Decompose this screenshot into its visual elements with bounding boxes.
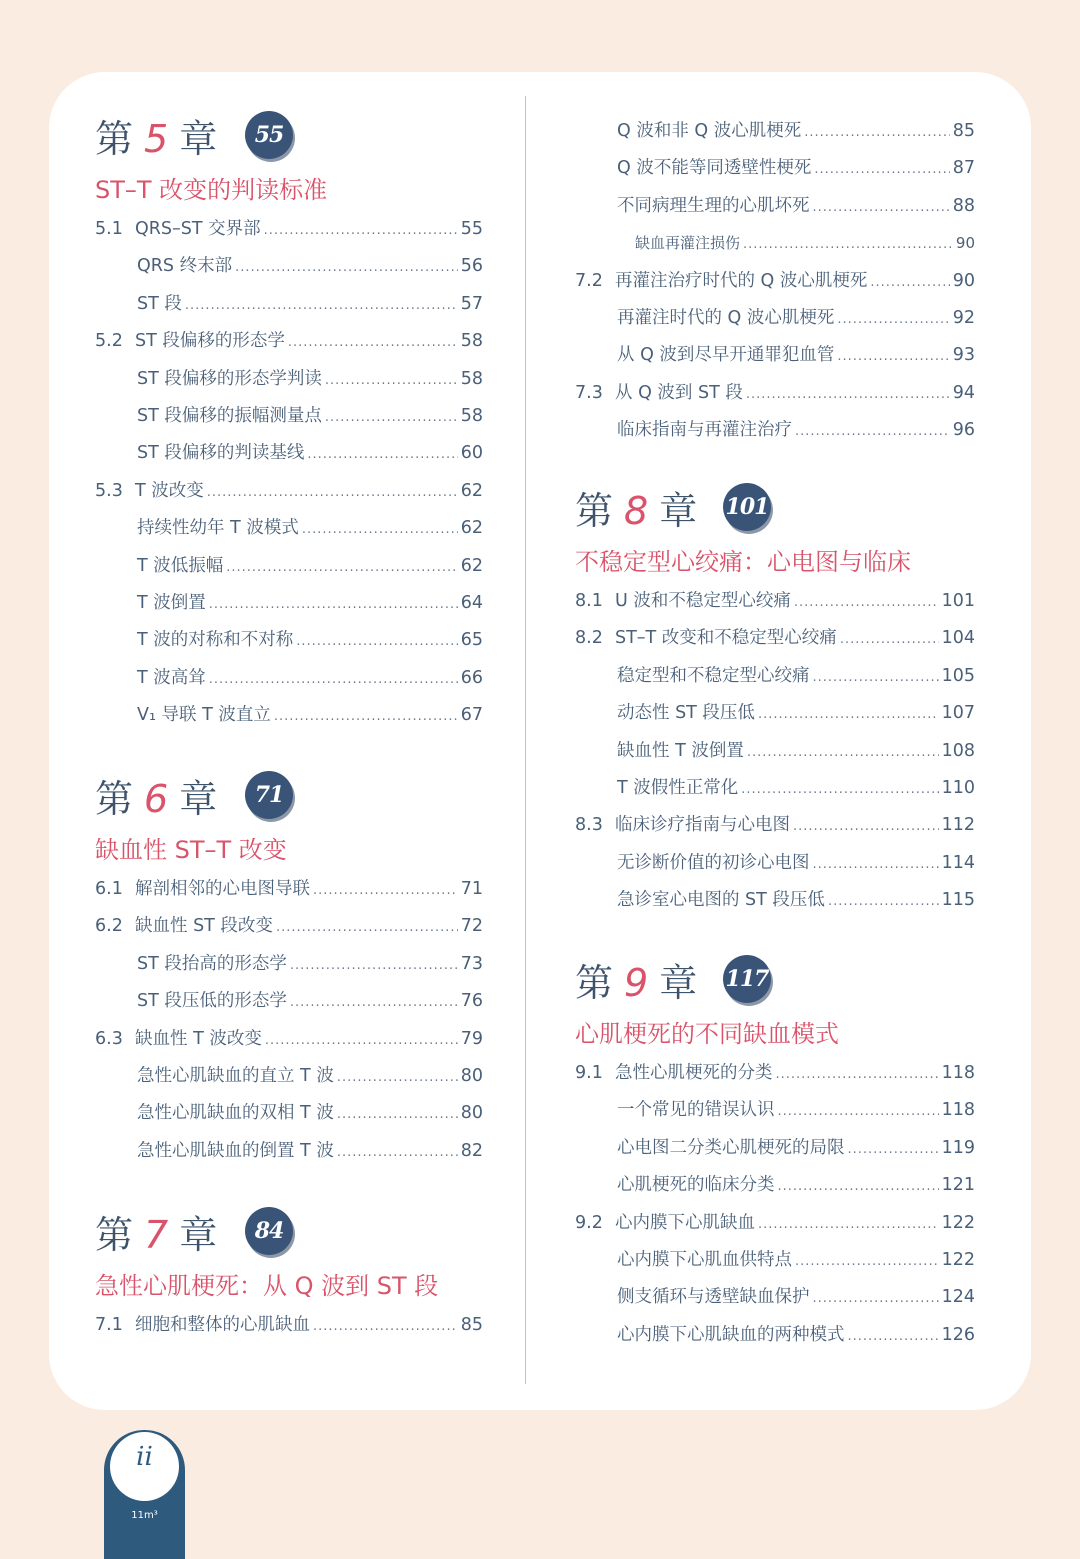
dot-leader bbox=[746, 386, 950, 404]
entry-page-number: 58 bbox=[460, 406, 483, 426]
chapter-label bbox=[575, 488, 698, 534]
toc-entry[interactable] bbox=[575, 112, 975, 142]
toc-entry[interactable] bbox=[575, 881, 975, 911]
dot-leader bbox=[337, 1106, 458, 1124]
chapter-word-suffix: 章 bbox=[179, 1213, 219, 1257]
entry-page-number: 80 bbox=[460, 1103, 483, 1124]
toc-entry[interactable] bbox=[95, 584, 483, 614]
toc-entry[interactable] bbox=[575, 411, 975, 441]
chapter-page-badge[interactable]: 55 bbox=[245, 111, 293, 159]
dot-leader bbox=[813, 669, 939, 687]
dot-leader bbox=[743, 236, 953, 254]
section-number: 8.2 bbox=[575, 628, 603, 649]
dot-leader bbox=[337, 1144, 458, 1162]
entry-page-number: 105 bbox=[941, 665, 975, 686]
toc-entry[interactable] bbox=[95, 1057, 483, 1087]
entry-page-number: 126 bbox=[941, 1324, 975, 1345]
entry-label: 从 Q 波到尽早开通罪犯血管 bbox=[617, 345, 835, 366]
entry-label: 临床诊疗指南与心电图 bbox=[615, 815, 790, 836]
entry-label: Q 波和非 Q 波心肌梗死 bbox=[617, 121, 802, 141]
section-number: 6.3 bbox=[95, 1028, 123, 1049]
entry-page-number: 82 bbox=[460, 1140, 483, 1161]
chapter-label bbox=[95, 1212, 218, 1258]
entry-label: Q 波不能等同透壁性梗死 bbox=[617, 158, 812, 179]
entry-page-number: 71 bbox=[460, 879, 483, 899]
toc-entry[interactable] bbox=[575, 374, 975, 404]
dot-leader bbox=[828, 893, 939, 911]
toc-entry[interactable] bbox=[575, 1129, 975, 1159]
entry-page-number: 92 bbox=[952, 308, 975, 328]
entry-page-number: 124 bbox=[941, 1287, 975, 1308]
dot-leader bbox=[793, 818, 939, 836]
chapter-word: 第 bbox=[575, 961, 615, 1005]
entry-page-number: 79 bbox=[460, 1028, 483, 1049]
toc-entry[interactable] bbox=[575, 1278, 975, 1308]
chapter-heading bbox=[95, 776, 483, 826]
entry-page-number: 85 bbox=[952, 121, 975, 141]
dot-leader bbox=[804, 124, 949, 142]
entry-page-number: 119 bbox=[941, 1137, 975, 1158]
toc-entry[interactable] bbox=[575, 1241, 975, 1271]
entry-page-number: 93 bbox=[952, 345, 975, 366]
entry-page-number: 115 bbox=[941, 890, 975, 911]
dot-leader bbox=[813, 199, 950, 217]
chapter-block bbox=[95, 116, 483, 726]
entry-label: T 波低振幅 bbox=[137, 555, 224, 576]
entry-label: 动态性 ST 段压低 bbox=[617, 703, 755, 724]
entry-label: 急诊室心电图的 ST 段压低 bbox=[617, 890, 825, 911]
section-number: 9.2 bbox=[575, 1212, 603, 1233]
dot-leader bbox=[235, 259, 458, 277]
dot-leader bbox=[837, 348, 949, 366]
toc-entry[interactable] bbox=[575, 806, 975, 836]
entry-page-number: 122 bbox=[941, 1212, 975, 1233]
chapter-page-badge[interactable]: 71 bbox=[245, 771, 293, 819]
dot-leader bbox=[209, 671, 458, 689]
entry-page-number: 72 bbox=[460, 916, 483, 937]
dot-leader bbox=[778, 1103, 939, 1121]
dot-leader bbox=[209, 596, 458, 614]
chapter-word: 第 bbox=[95, 1213, 135, 1257]
entry-page-number: 87 bbox=[952, 158, 975, 179]
toc-entry[interactable] bbox=[95, 1306, 483, 1336]
entry-page-number: 85 bbox=[460, 1315, 483, 1335]
dot-leader bbox=[185, 297, 458, 315]
chapter-title[interactable]: 缺血性 ST–T 改变 bbox=[95, 836, 287, 864]
chapter-block bbox=[95, 776, 483, 1161]
entry-label: ST 段抬高的形态学 bbox=[137, 953, 287, 974]
dot-leader bbox=[307, 446, 457, 464]
entry-page-number: 66 bbox=[460, 667, 483, 688]
entry-label: 急性心肌缺血的双相 T 波 bbox=[137, 1103, 334, 1124]
entry-label: T 波假性正常化 bbox=[617, 778, 739, 798]
section-number: 7.2 bbox=[575, 270, 603, 291]
entry-page-number: 104 bbox=[941, 628, 975, 649]
entry-label: 解剖相邻的心电图导联 bbox=[135, 879, 310, 899]
section-number: 7.1 bbox=[95, 1315, 123, 1335]
toc-entry[interactable] bbox=[95, 322, 483, 352]
dot-leader bbox=[814, 161, 949, 179]
dot-leader bbox=[325, 409, 458, 427]
chapter-number: 9 bbox=[624, 961, 650, 1005]
dot-leader bbox=[313, 1318, 458, 1336]
chapter-block bbox=[575, 488, 975, 911]
toc-entry[interactable] bbox=[575, 582, 975, 612]
chapter-title[interactable]: 不稳定型心绞痛：心电图与临床 bbox=[575, 548, 911, 576]
toc-entry[interactable] bbox=[95, 472, 483, 502]
dot-leader bbox=[758, 706, 939, 724]
entry-label: ST 段压低的形态学 bbox=[137, 991, 287, 1012]
dot-leader bbox=[795, 423, 950, 441]
section-number: 5.3 bbox=[95, 480, 123, 501]
dot-leader bbox=[795, 1253, 939, 1271]
toc-entry[interactable] bbox=[95, 397, 483, 427]
toc-entry[interactable] bbox=[575, 224, 975, 254]
toc-entry[interactable] bbox=[95, 907, 483, 937]
chapter-heading bbox=[95, 1212, 483, 1262]
entry-label: QRS 终末部 bbox=[137, 256, 233, 277]
entry-page-number: 62 bbox=[460, 518, 483, 539]
entry-label: ST 段偏移的形态学判读 bbox=[137, 368, 322, 389]
chapter-label bbox=[95, 776, 218, 822]
entry-label: ST 段偏移的判读基线 bbox=[137, 443, 305, 464]
chapter-block bbox=[575, 960, 975, 1345]
chapter-word: 第 bbox=[95, 117, 135, 161]
chapter-word: 第 bbox=[575, 489, 615, 533]
entry-page-number: 88 bbox=[952, 195, 975, 216]
entry-label: 急性心肌梗死的分类 bbox=[615, 1063, 773, 1083]
entry-label: ST 段 bbox=[137, 293, 182, 314]
dot-leader bbox=[747, 744, 939, 762]
entry-label: V₁ 导联 T 波直立 bbox=[137, 705, 271, 726]
entry-label: 心内膜下心肌缺血的两种模式 bbox=[617, 1324, 845, 1345]
page-number-tab bbox=[104, 1430, 185, 1559]
chapter-title[interactable]: 心肌梗死的不同缺血模式 bbox=[575, 1020, 839, 1048]
entry-page-number: 62 bbox=[460, 555, 483, 576]
entry-label: 缺血性 T 波改变 bbox=[135, 1028, 262, 1049]
entry-label: 稳定型和不稳定型心绞痛 bbox=[617, 665, 810, 686]
toc-entry[interactable] bbox=[95, 360, 483, 390]
toc-entry[interactable] bbox=[95, 621, 483, 651]
entry-page-number: 58 bbox=[460, 331, 483, 352]
section-number: 6.2 bbox=[95, 916, 123, 937]
dot-leader bbox=[276, 919, 458, 937]
dot-leader bbox=[313, 882, 458, 900]
toc-entry[interactable] bbox=[95, 1132, 483, 1162]
entry-page-number: 76 bbox=[460, 991, 483, 1012]
toc-entry[interactable] bbox=[575, 732, 975, 762]
entry-page-number: 101 bbox=[941, 591, 975, 611]
entry-label: 再灌注时代的 Q 波心肌梗死 bbox=[617, 308, 835, 328]
dot-leader bbox=[848, 1141, 939, 1159]
toc-entry[interactable] bbox=[575, 844, 975, 874]
toc-entry[interactable] bbox=[95, 434, 483, 464]
entry-label: 缺血性 T 波倒置 bbox=[617, 740, 744, 761]
dot-leader bbox=[290, 957, 458, 975]
chapter-page-badge[interactable]: 84 bbox=[245, 1207, 293, 1255]
entry-label: T 波改变 bbox=[135, 480, 204, 501]
entry-label: 心内膜下心肌缺血 bbox=[615, 1212, 755, 1233]
toc-entry[interactable] bbox=[575, 299, 975, 329]
entry-label: 心肌梗死的临床分类 bbox=[617, 1175, 775, 1196]
chapter-label bbox=[95, 116, 218, 162]
toc-entry[interactable] bbox=[95, 982, 483, 1012]
entry-page-number: 118 bbox=[941, 1100, 975, 1121]
entry-page-number: 80 bbox=[460, 1066, 483, 1086]
entry-label: 从 Q 波到 ST 段 bbox=[615, 382, 743, 403]
entry-label: 急性心肌缺血的倒置 T 波 bbox=[137, 1140, 334, 1161]
dot-leader bbox=[778, 1178, 939, 1196]
dot-leader bbox=[226, 559, 457, 577]
entry-page-number: 94 bbox=[952, 382, 975, 403]
entry-page-number: 67 bbox=[460, 705, 483, 726]
chapter-label bbox=[575, 960, 698, 1006]
chapter-heading bbox=[95, 116, 483, 166]
entry-label: 持续性幼年 T 波模式 bbox=[137, 518, 299, 539]
entry-label: U 波和不稳定型心绞痛 bbox=[615, 591, 791, 611]
chapter-word-suffix: 章 bbox=[659, 961, 699, 1005]
toc-entry[interactable] bbox=[575, 694, 975, 724]
toc-entry[interactable] bbox=[575, 1204, 975, 1234]
toc-entry[interactable] bbox=[95, 210, 483, 240]
chapter-word-suffix: 章 bbox=[179, 117, 219, 161]
entry-page-number: 114 bbox=[941, 852, 975, 873]
chapter-number: 8 bbox=[624, 489, 650, 533]
entry-page-number: 58 bbox=[460, 368, 483, 389]
dot-leader bbox=[290, 994, 458, 1012]
entry-page-number: 73 bbox=[460, 953, 483, 974]
toc-entry[interactable] bbox=[575, 619, 975, 649]
entry-label: 急性心肌缺血的直立 T 波 bbox=[137, 1066, 334, 1086]
entry-label: 缺血再灌注损伤 bbox=[635, 234, 741, 253]
entry-page-number: 121 bbox=[941, 1175, 975, 1196]
publisher-mark: 11m³ bbox=[131, 1510, 158, 1521]
chapter-word-suffix: 章 bbox=[659, 489, 699, 533]
entry-page-number: 108 bbox=[941, 740, 975, 761]
toc-entry[interactable] bbox=[575, 1054, 975, 1084]
chapter-word-suffix: 章 bbox=[179, 777, 219, 821]
chapter-title[interactable]: 急性心肌梗死：从 Q 波到 ST 段 bbox=[95, 1272, 439, 1300]
toc-entry[interactable] bbox=[95, 870, 483, 900]
dot-leader bbox=[813, 1290, 939, 1308]
entry-page-number: 96 bbox=[952, 420, 975, 441]
dot-leader bbox=[325, 372, 458, 390]
toc-entry[interactable] bbox=[95, 285, 483, 315]
toc-entry[interactable] bbox=[95, 945, 483, 975]
chapter-number: 5 bbox=[144, 117, 170, 161]
section-number: 6.1 bbox=[95, 879, 123, 899]
entry-label: T 波高耸 bbox=[137, 667, 206, 688]
entry-page-number: 65 bbox=[460, 630, 483, 651]
entry-label: QRS–ST 交界部 bbox=[135, 219, 261, 239]
toc-entry[interactable] bbox=[95, 547, 483, 577]
entry-page-number: 122 bbox=[941, 1250, 975, 1270]
entry-label: 缺血性 ST 段改变 bbox=[135, 916, 273, 937]
chapter-title[interactable]: ST–T 改变的判读标准 bbox=[95, 176, 328, 204]
dot-leader bbox=[813, 856, 939, 874]
entry-label: 心电图二分类心肌梗死的局限 bbox=[617, 1137, 845, 1158]
entry-page-number: 57 bbox=[460, 293, 483, 314]
entry-page-number: 56 bbox=[460, 256, 483, 277]
toc-entry[interactable] bbox=[575, 1091, 975, 1121]
entry-page-number: 107 bbox=[941, 703, 975, 724]
dot-leader bbox=[794, 594, 939, 612]
section-number: 8.1 bbox=[575, 591, 603, 611]
toc-entry[interactable] bbox=[575, 1166, 975, 1196]
chapter-page-badge[interactable]: 117 bbox=[723, 955, 771, 1003]
entry-page-number: 55 bbox=[460, 219, 483, 239]
section-number: 5.1 bbox=[95, 219, 123, 239]
chapter-number: 7 bbox=[144, 1213, 170, 1257]
entry-label: T 波倒置 bbox=[137, 593, 206, 613]
entry-label: 心内膜下心肌血供特点 bbox=[617, 1250, 792, 1270]
column-divider bbox=[525, 96, 526, 1384]
dot-leader bbox=[870, 274, 949, 292]
entry-label: 不同病理生理的心肌坏死 bbox=[617, 195, 810, 216]
chapter-heading bbox=[575, 488, 975, 538]
entry-page-number: 90 bbox=[955, 234, 975, 253]
entry-label: 无诊断价值的初诊心电图 bbox=[617, 852, 810, 873]
toc-entry[interactable] bbox=[575, 149, 975, 179]
entry-label: 细胞和整体的心肌缺血 bbox=[135, 1315, 310, 1335]
toc-entry[interactable] bbox=[95, 696, 483, 726]
chapter-page-badge[interactable]: 101 bbox=[723, 483, 771, 531]
chapter-block bbox=[95, 1212, 483, 1335]
toc-entry[interactable] bbox=[575, 769, 975, 799]
chapter-number: 6 bbox=[144, 777, 170, 821]
entry-label: 一个常见的错误认识 bbox=[617, 1100, 775, 1121]
entry-page-number: 112 bbox=[941, 815, 975, 836]
section-number: 7.3 bbox=[575, 382, 603, 403]
toc-entry[interactable] bbox=[575, 1316, 975, 1346]
entry-page-number: 110 bbox=[941, 778, 975, 798]
toc-entry[interactable] bbox=[95, 1094, 483, 1124]
entry-page-number: 60 bbox=[460, 443, 483, 464]
dot-leader bbox=[264, 222, 458, 240]
toc-entry[interactable] bbox=[95, 1020, 483, 1050]
toc-entry[interactable] bbox=[575, 187, 975, 217]
dot-leader bbox=[741, 781, 938, 799]
entry-page-number: 90 bbox=[952, 270, 975, 291]
entry-label: T 波的对称和不对称 bbox=[137, 630, 294, 651]
entry-label: ST–T 改变和不稳定型心绞痛 bbox=[615, 628, 837, 649]
dot-leader bbox=[207, 484, 458, 502]
section-number: 9.1 bbox=[575, 1063, 603, 1083]
page-number: ii bbox=[136, 1442, 153, 1472]
entry-page-number: 118 bbox=[941, 1063, 975, 1083]
toc-entry[interactable] bbox=[95, 659, 483, 689]
entry-label: 临床指南与再灌注治疗 bbox=[617, 420, 792, 441]
toc-entry[interactable] bbox=[575, 657, 975, 687]
entry-label: 侧支循环与透壁缺血保护 bbox=[617, 1287, 810, 1308]
entry-page-number: 62 bbox=[460, 480, 483, 501]
dot-leader bbox=[848, 1328, 939, 1346]
section-number: 5.2 bbox=[95, 331, 123, 352]
entry-label: ST 段偏移的形态学 bbox=[135, 331, 285, 352]
toc-entry[interactable] bbox=[575, 336, 975, 366]
dot-leader bbox=[302, 521, 458, 539]
dot-leader bbox=[337, 1069, 458, 1087]
entry-page-number: 64 bbox=[460, 593, 483, 613]
toc-entry[interactable] bbox=[95, 247, 483, 277]
entry-label: ST 段偏移的振幅测量点 bbox=[137, 406, 322, 426]
dot-leader bbox=[758, 1216, 939, 1234]
dot-leader bbox=[837, 311, 949, 329]
entry-label: 再灌注治疗时代的 Q 波心肌梗死 bbox=[615, 270, 868, 291]
toc-entry[interactable] bbox=[95, 509, 483, 539]
chapter-word: 第 bbox=[95, 777, 135, 821]
section-number: 8.3 bbox=[575, 815, 603, 836]
toc-entry[interactable] bbox=[575, 262, 975, 292]
chapter-heading bbox=[575, 960, 975, 1010]
dot-leader bbox=[296, 633, 457, 651]
dot-leader bbox=[265, 1032, 458, 1050]
dot-leader bbox=[840, 631, 939, 649]
dot-leader bbox=[274, 708, 458, 726]
dot-leader bbox=[776, 1066, 939, 1084]
dot-leader bbox=[288, 334, 458, 352]
